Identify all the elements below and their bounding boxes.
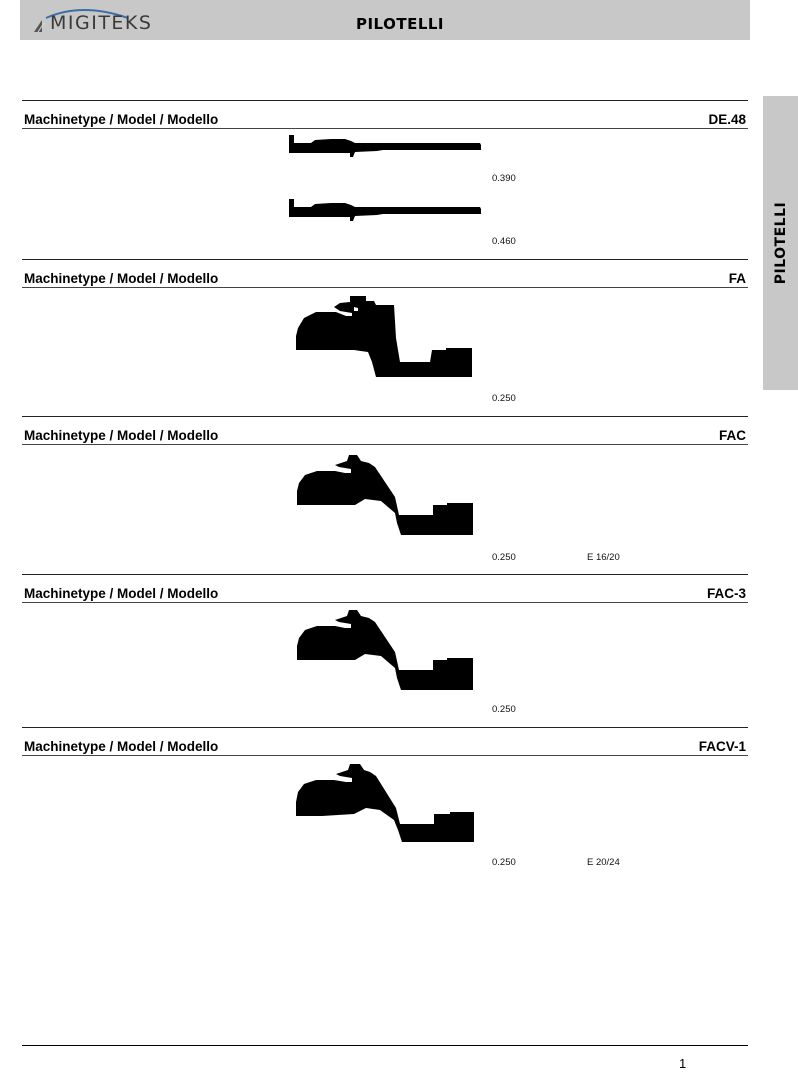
page-number: 1 — [679, 1056, 687, 1071]
section-label: Machinetype / Model / Modello — [24, 428, 219, 443]
measure-value: 0.390 — [492, 173, 516, 184]
sinker-profile — [295, 608, 475, 692]
sinker-profile — [294, 762, 476, 844]
section-label: Machinetype / Model / Modello — [24, 112, 219, 127]
model-name: DE.48 — [708, 112, 746, 127]
model-name: FAC-3 — [706, 586, 746, 601]
section-fac — [22, 416, 748, 574]
section-header — [22, 100, 748, 128]
brand-name: MIGITEKS — [50, 12, 153, 34]
measure-value: 0.460 — [492, 236, 516, 247]
header-bar — [20, 0, 750, 40]
needle-profile-0390 — [287, 133, 482, 161]
sinker-profile — [295, 453, 475, 537]
page-title: PILOTELLI — [355, 15, 445, 33]
measure-value: 0.250 — [492, 857, 516, 868]
side-category-tab — [763, 96, 798, 390]
section-facv-1 — [22, 727, 748, 887]
measure-value: 0.250 — [492, 704, 516, 715]
needle-profile-0460 — [287, 197, 482, 225]
model-name: FACV-1 — [698, 739, 746, 754]
brand-logo — [32, 6, 152, 34]
machine-code: E 20/24 — [587, 857, 620, 868]
section-label: Machinetype / Model / Modello — [24, 586, 219, 601]
section-header — [22, 574, 748, 602]
side-tab-label: PILOTELLI — [772, 201, 789, 285]
measure-value: 0.250 — [492, 552, 516, 563]
section-header — [22, 727, 748, 755]
section-fac-3 — [22, 574, 748, 728]
footer-rule — [22, 1045, 748, 1046]
model-name: FA — [728, 271, 746, 286]
sinker-profile — [294, 294, 474, 380]
model-name: FAC — [719, 428, 746, 443]
section-fa — [22, 259, 748, 417]
section-header — [22, 259, 748, 287]
section-label: Machinetype / Model / Modello — [24, 271, 219, 286]
section-label: Machinetype / Model / Modello — [24, 739, 219, 754]
machine-code: E 16/20 — [587, 552, 620, 563]
section-header — [22, 416, 748, 444]
section-de48 — [22, 100, 748, 260]
measure-value: 0.250 — [492, 393, 516, 404]
